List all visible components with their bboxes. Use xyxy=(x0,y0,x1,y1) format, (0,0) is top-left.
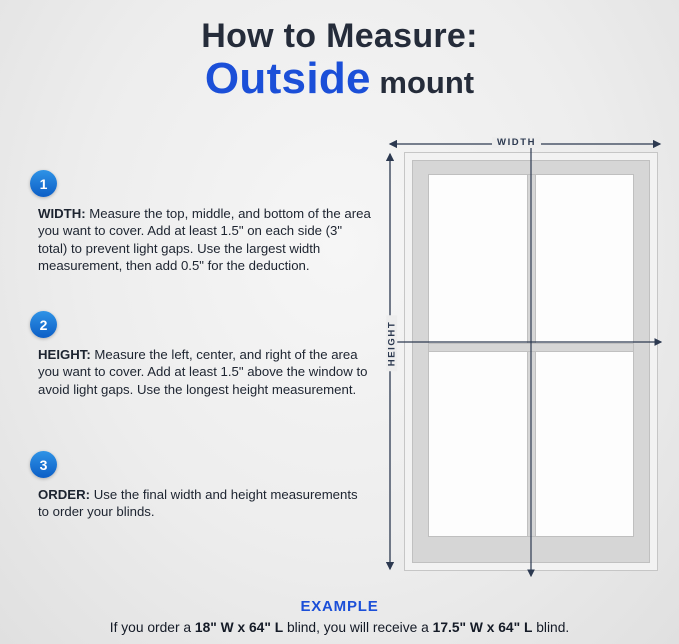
example-order-size: 18" W x 64" L xyxy=(194,620,284,635)
page-subtitle xyxy=(0,56,679,102)
step-1-badge xyxy=(30,170,57,197)
height-arrow-label: HEIGHT xyxy=(386,316,397,372)
step-2-text xyxy=(38,346,372,398)
page-title: How to Measure: xyxy=(201,17,478,55)
example-line xyxy=(0,620,679,635)
example-section xyxy=(0,598,679,635)
step-3-badge xyxy=(30,451,57,478)
example-title: EXAMPLE xyxy=(300,598,379,615)
window-mullion-horizontal xyxy=(429,343,633,352)
step-2-body: Measure the left, center, and right of the area you want to cover. Add at least 1.5" above the window to avoid light gaps. Use the longest height measurement. xyxy=(38,347,368,397)
step-3-body: Use the final width and height measurements to order your blinds. xyxy=(38,487,358,520)
header xyxy=(0,18,679,103)
example-receive-size: 17.5" W x 64" L xyxy=(432,620,533,635)
step-1-body: Measure the top, middle, and bottom of the area you want to cover. Add at least 1.5" on each side (3" total) to prevent light gaps. Use the largest width measurement, then add 0.5" for the deduction. xyxy=(38,206,371,274)
step-3-number: 3 xyxy=(39,456,48,473)
width-arrow-label: WIDTH xyxy=(492,137,541,148)
example-middle: blind, you will receive a xyxy=(283,620,433,635)
step-2-number: 2 xyxy=(39,316,48,333)
step-1-label: WIDTH: xyxy=(38,206,86,221)
step-2-badge xyxy=(30,311,57,338)
step-3-text xyxy=(38,486,372,521)
example-suffix: blind. xyxy=(532,620,570,635)
window-frame xyxy=(412,160,650,563)
window-illustration xyxy=(404,152,658,571)
example-prefix: If you order a xyxy=(109,620,195,635)
window-mullion-vertical xyxy=(527,175,536,536)
step-1-number: 1 xyxy=(39,175,48,192)
step-1-text xyxy=(38,205,372,275)
window-glass xyxy=(428,174,634,537)
subtitle-rest: mount xyxy=(370,65,475,101)
step-2-label: HEIGHT: xyxy=(38,347,91,362)
step-3-label: ORDER: xyxy=(38,487,91,502)
subtitle-highlight: Outside xyxy=(204,54,371,104)
